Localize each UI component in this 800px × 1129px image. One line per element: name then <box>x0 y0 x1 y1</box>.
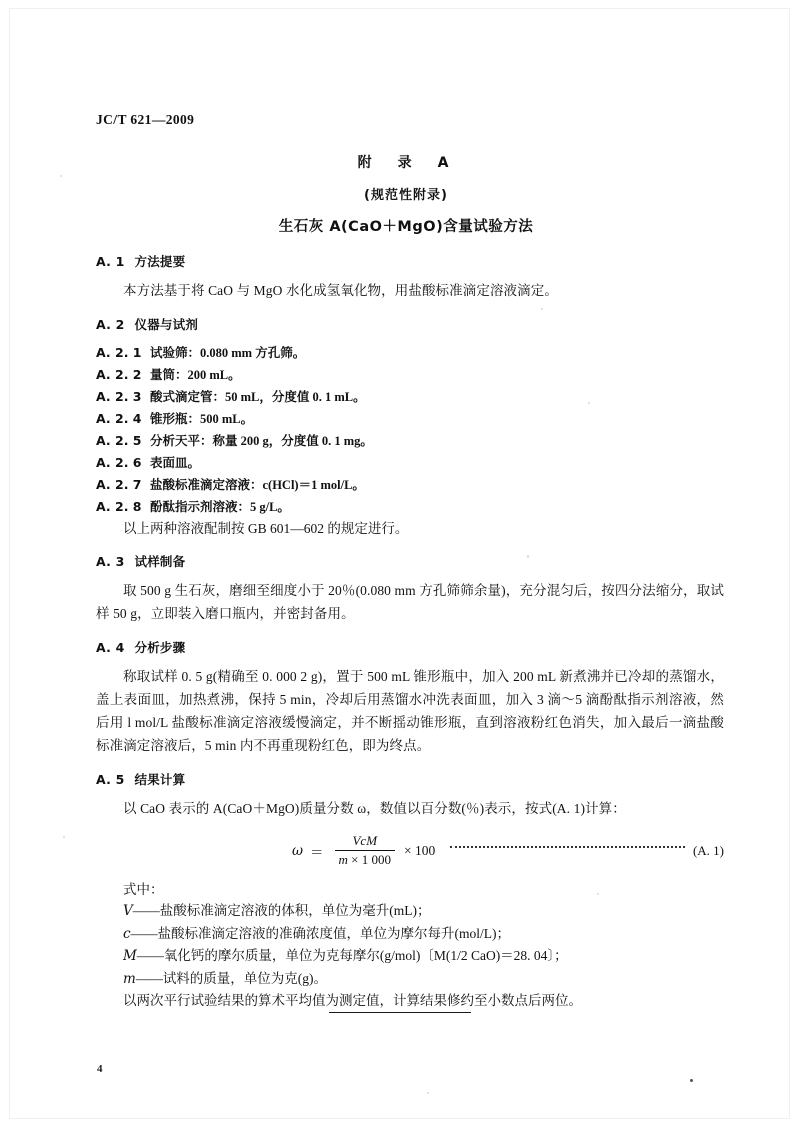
clause-title-a1: 方法提要 <box>134 254 186 269</box>
clause-title-a3: 试样制备 <box>134 554 186 569</box>
definition-text: ——盐酸标准滴定溶液的体积，单位为毫升(mL)； <box>132 903 431 918</box>
item-number: A. 2. 3 <box>96 389 142 404</box>
annex-title-block <box>96 152 716 236</box>
formula-a1 <box>96 833 724 868</box>
clause-title-a5: 结果计算 <box>134 772 186 787</box>
item-number: A. 2. 1 <box>96 345 142 360</box>
clause-heading-a2 <box>96 315 724 333</box>
list-item <box>96 496 724 518</box>
clause-heading-a4 <box>96 638 724 656</box>
list-item <box>96 430 724 452</box>
item-number: A. 2. 5 <box>96 433 142 448</box>
denominator-rest: × 1 000 <box>351 852 391 867</box>
annex-type: (规范性附录) <box>364 188 448 203</box>
scan-speckle <box>60 175 62 177</box>
list-item <box>96 364 724 386</box>
formula-numerator: VcM <box>352 833 378 848</box>
clause-heading-a5 <box>96 770 724 788</box>
clause-number-a3: A. 3 <box>96 554 125 569</box>
scan-speckle <box>427 1092 429 1094</box>
definition-symbol: m <box>123 970 136 987</box>
denominator-variable: m <box>338 852 348 867</box>
list-item <box>96 474 724 496</box>
where-label: 式中： <box>123 882 164 897</box>
item-text: 分析天平：称量 200 g，分度值 0. 1 mg。 <box>150 434 373 448</box>
item-number: A. 2. 8 <box>96 499 142 514</box>
formula-denominator <box>335 851 395 868</box>
clause-title-a4: 分析步骤 <box>134 640 186 655</box>
clause-number-a5: A. 5 <box>96 772 125 787</box>
equipment-reagent-list <box>96 342 724 518</box>
annex-title: 生石灰 A(CaO＋MgO)含量试验方法 <box>278 219 534 235</box>
formula-lhs: ω <box>292 842 304 859</box>
formula-leader-dots <box>450 846 685 848</box>
clause-intro-a5: 以 CaO 表示的 A(CaO＋MgO)质量分数 ω，数值以百分数(％)表示，按式(A. 1)计算： <box>123 801 626 816</box>
formula-expression <box>292 833 440 868</box>
clause-body-a1: 本方法基于将 CaO 与 MgO 水化成氢氧化物，用盐酸标准滴定溶液滴定。 <box>123 283 558 298</box>
item-text: 酸式滴定管：50 mL，分度值 0. 1 mL。 <box>150 390 366 404</box>
document-body <box>96 252 724 1013</box>
formula-multiplier: × 100 <box>404 842 436 858</box>
item-number: A. 2. 6 <box>96 455 142 470</box>
definition-item <box>96 923 724 946</box>
clause-number-a2: A. 2 <box>96 317 125 332</box>
definition-symbol: c <box>123 925 131 942</box>
clause-heading-a3 <box>96 552 724 570</box>
symbol-definition-list <box>96 900 724 990</box>
formula-number: (A. 1) <box>692 842 724 858</box>
definition-text: ——试料的质量，单位为克(g)。 <box>135 970 328 986</box>
definition-item <box>96 968 724 991</box>
list-item <box>96 452 724 474</box>
clause-body-a4: 称取试样 0. 5 g(精确至 0. 000 2 g)，置于 500 mL 锥形瓶中，加入 200 mL 新煮沸并已冷却的蒸馏水，盖上表面皿，加热煮沸，保持 5 min，冷却后用蒸馏水冲洗表面皿，加入 3 滴～5 滴酚酞指示剂溶液，然后用 l mol/L 盐酸标准滴定溶液缓慢滴定，并不断摇动锥形瓶，直到溶液粉红色消失，加入最后一滴盐酸标准滴定溶液后，5 min 内不再重现粉红色，即为终点。 <box>96 669 724 753</box>
standard-code-header: JC/T 621—2009 <box>96 112 195 127</box>
definition-item <box>96 945 724 968</box>
clause-body-a3: 取 500 g 生石灰，磨细至细度小于 20％(0.080 mm 方孔筛筛余量)，充分混匀后，按四分法缩分，取试样 50 g，立即装入磨口瓶内，并密封备用。 <box>96 583 724 621</box>
item-number: A. 2. 2 <box>96 367 142 382</box>
item-number: A. 2. 7 <box>96 477 142 492</box>
list-item <box>96 386 724 408</box>
scan-speckle <box>690 1079 693 1082</box>
clause-title-a2: 仪器与试剂 <box>134 317 199 332</box>
definition-text: ——氧化钙的摩尔质量，单位为克每摩尔(g/mol)〔M(1/2 CaO)＝28. 04〕； <box>136 948 568 963</box>
item-text: 量筒：200 mL。 <box>150 368 241 382</box>
definition-symbol: V <box>123 903 133 919</box>
scan-speckle <box>63 836 65 838</box>
clause-closing-a5: 以两次平行试验结果的算术平均值为测定值，计算结果修约至小数点后两位。 <box>123 993 582 1008</box>
item-text: 盐酸标准滴定溶液：c(HCl)＝1 mol/L。 <box>150 478 365 492</box>
item-text: 酚酞指示剂溶液：5 g/L。 <box>150 500 290 514</box>
end-of-annex-rule <box>329 1012 471 1013</box>
item-text: 试验筛：0.080 mm 方孔筛。 <box>150 346 306 360</box>
formula-equals: ＝ <box>310 844 324 860</box>
definition-text: ——盐酸标准滴定溶液的准确浓度值，单位为摩尔每升(mol/L)； <box>130 925 511 941</box>
item-number: A. 2. 4 <box>96 411 142 426</box>
clause-heading-a1 <box>96 252 724 270</box>
item-text: 表面皿。 <box>150 456 201 470</box>
list-item <box>96 342 724 364</box>
definition-symbol: M <box>123 948 137 964</box>
item-text: 锥形瓶：500 mL。 <box>150 412 254 426</box>
list-item <box>96 408 724 430</box>
page-number: 4 <box>97 1063 103 1075</box>
annex-label: 附 录 A <box>357 155 455 171</box>
clause-number-a1: A. 1 <box>96 254 125 269</box>
clause-note-a2: 以上两种溶液配制按 GB 601—602 的规定进行。 <box>123 521 409 536</box>
definition-item <box>96 900 724 923</box>
formula-fraction <box>335 833 395 868</box>
clause-number-a4: A. 4 <box>96 640 125 655</box>
